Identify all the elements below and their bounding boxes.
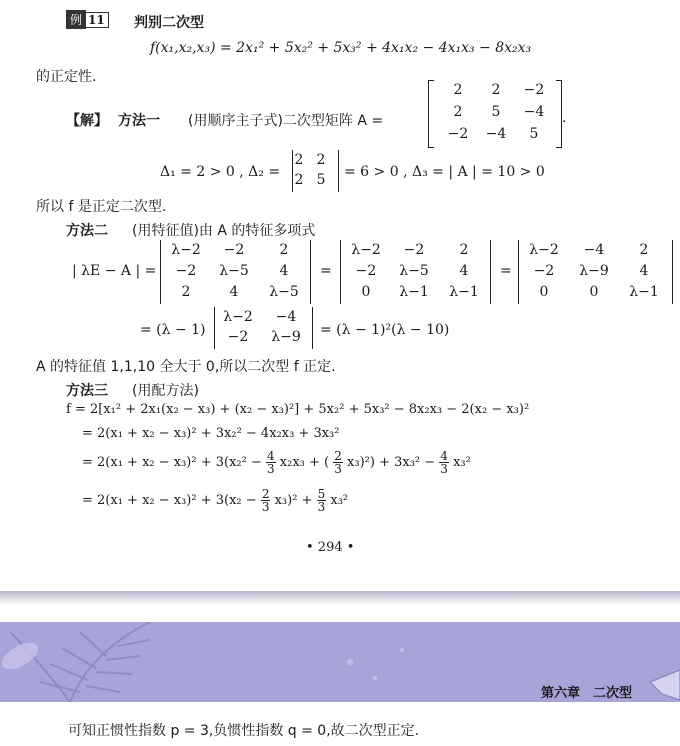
- conclusion-1: 所以 f 是正定二次型.: [36, 199, 167, 215]
- det-cell: 0: [361, 284, 371, 300]
- det-cell: 4: [279, 263, 289, 279]
- line3-part: = 2(x₁ + x₂ − x₃)² + 3(x₂² −: [82, 455, 262, 470]
- det-bar: [310, 240, 311, 304]
- matrix-a: [428, 80, 578, 150]
- solution-label: 【解】: [66, 113, 108, 129]
- fraction-denominator: 3: [317, 500, 326, 514]
- det-bar: [160, 240, 161, 304]
- line3-part: x₂x₃ + (: [279, 455, 330, 470]
- det-cell: λ−1: [449, 284, 479, 300]
- det-cell: 2: [639, 242, 649, 258]
- matrix-cell: 2: [453, 82, 463, 98]
- matrix-cell: 2: [453, 104, 463, 120]
- det-cell: −2: [175, 263, 197, 279]
- fraction-numerator: 2: [334, 449, 342, 463]
- fraction-numerator: 2: [261, 487, 270, 501]
- det-cell: −2: [355, 263, 377, 279]
- minors-line-2: = 6 > 0 , Δ₃ = | A | = 10 > 0: [344, 164, 545, 180]
- minor-cell: 2: [294, 172, 304, 188]
- example-badge-label: 例: [66, 10, 86, 29]
- det-1: [160, 240, 310, 306]
- method3-line-4: [82, 488, 348, 513]
- det-cell: 0: [539, 284, 549, 300]
- det-cell: −4: [275, 309, 297, 325]
- det-cell: λ−5: [219, 263, 249, 279]
- method3-line-2: = 2(x₁ + x₂ − x₃)² + 3x₂² − 4x₂x₃ + 3x₃²: [82, 426, 340, 441]
- example-badge: [66, 10, 109, 29]
- det-cell: −2: [223, 242, 245, 258]
- fraction-denominator: 3: [261, 500, 270, 514]
- matrix-cell: 5: [529, 126, 539, 142]
- method1-desc: (用顺序主子式)二次型矩阵 A =: [188, 113, 384, 129]
- det-cell: −2: [403, 242, 425, 258]
- det-cell: 2: [459, 242, 469, 258]
- det-cell: λ−5: [269, 284, 299, 300]
- det-bar: [338, 150, 339, 192]
- method2-desc: (用特征值)由 A 的特征多项式: [132, 223, 316, 239]
- method3-label: 方法三: [66, 383, 108, 399]
- method2-label: 方法二: [66, 223, 108, 239]
- det-bar: [214, 307, 215, 349]
- fraction: [317, 488, 327, 513]
- fraction-denominator: 3: [440, 462, 448, 476]
- matrix-cell: −4: [485, 126, 507, 142]
- det-cell: λ−2: [351, 242, 381, 258]
- page-number: • 294 •: [306, 540, 355, 555]
- minors-line-1: Δ₁ = 2 > 0 , Δ₂ =: [160, 164, 281, 180]
- det-cell: λ−1: [399, 284, 429, 300]
- fraction: [439, 450, 449, 475]
- matrix-cell: −4: [523, 104, 545, 120]
- line4-part: = 2(x₁ + x₂ − x₃)² + 3(x₂ −: [82, 493, 257, 508]
- fraction: [266, 450, 276, 475]
- det-cell: −2: [227, 329, 249, 345]
- det-cell: λ−5: [399, 263, 429, 279]
- det-cell: −4: [583, 242, 605, 258]
- method1-label: 方法一: [118, 113, 160, 129]
- example-badge-number: 11: [84, 12, 109, 28]
- fraction-numerator: 5: [317, 487, 326, 501]
- det-3: [518, 240, 668, 306]
- det-cell: 4: [639, 263, 649, 279]
- matrix-cell: −2: [523, 82, 545, 98]
- fraction: [261, 488, 271, 513]
- line3-part: x₃²: [453, 455, 471, 470]
- det-cell: λ−1: [629, 284, 659, 300]
- det-bar: [518, 240, 519, 304]
- method3-line-3: [82, 450, 471, 475]
- fraction-denominator: 3: [334, 462, 342, 476]
- matrix-cell: −2: [447, 126, 469, 142]
- minor-cell: 5: [316, 172, 326, 188]
- det-bar: [490, 240, 491, 304]
- example-tail: 的正定性.: [36, 69, 97, 85]
- example-formula: f(x₁,x₂,x₃) = 2x₁² + 5x₂² + 5x₃² + 4x₁x₂ − 4x₁x₃ − 8x₂x₃: [150, 40, 532, 56]
- bottom-text: 可知正惯性指数 p = 3,负惯性指数 q = 0,故二次型正定.: [68, 723, 420, 739]
- det-bar: [340, 240, 341, 304]
- conclusion-2: A 的特征值 1,1,10 全大于 0,所以二次型 f 正定.: [36, 359, 336, 375]
- page-break-shadow: [0, 591, 680, 605]
- det-cell: λ−9: [271, 329, 301, 345]
- det-lhs: | λE − A | =: [72, 263, 157, 279]
- det-cell: λ−2: [223, 309, 253, 325]
- minor-2: [292, 150, 344, 194]
- det-cell: λ−9: [579, 263, 609, 279]
- det-bar: [672, 240, 673, 304]
- det-cell: 2: [181, 284, 191, 300]
- det-cell: λ−2: [171, 242, 201, 258]
- det-2: [340, 240, 490, 306]
- chapter-label: 第六章 二次型: [540, 686, 632, 701]
- method3-line-1: f = 2[x₁² + 2x₁(x₂ − x₃) + (x₂ − x₃)²] + 5x₂² + 5x₃² − 8x₂x₃ − 2(x₂ − x₃)²: [66, 402, 530, 417]
- example-title: 判别二次型: [134, 15, 204, 31]
- fraction-numerator: 4: [267, 449, 275, 463]
- minor-cell: 2: [316, 152, 326, 168]
- matrix-cell: 2: [491, 82, 501, 98]
- det-4: [214, 307, 318, 351]
- line4-part: x₃²: [330, 493, 349, 508]
- line3-part: x₃)²) + 3x₃² −: [347, 455, 436, 470]
- line4-part: x₃)² +: [274, 493, 313, 508]
- det-bar: [312, 307, 313, 349]
- det-cell: 4: [459, 263, 469, 279]
- minor-cell: 2: [294, 152, 304, 168]
- det-cell: −2: [533, 263, 555, 279]
- factor-rhs: = (λ − 1)²(λ − 10): [320, 322, 450, 338]
- det-cell: 0: [589, 284, 599, 300]
- det-cell: λ−2: [529, 242, 559, 258]
- det-cell: 4: [229, 284, 239, 300]
- method3-desc: (用配方法): [132, 383, 199, 399]
- factor-lhs: = (λ − 1): [140, 322, 206, 338]
- fraction-numerator: 4: [440, 449, 448, 463]
- matrix-a-left-bracket: [428, 80, 434, 148]
- matrix-cell: 5: [491, 104, 501, 120]
- eq-sign: =: [500, 263, 512, 279]
- eq-sign: =: [320, 263, 332, 279]
- fraction: [333, 450, 343, 475]
- det-cell: 2: [279, 242, 289, 258]
- fraction-denominator: 3: [267, 462, 275, 476]
